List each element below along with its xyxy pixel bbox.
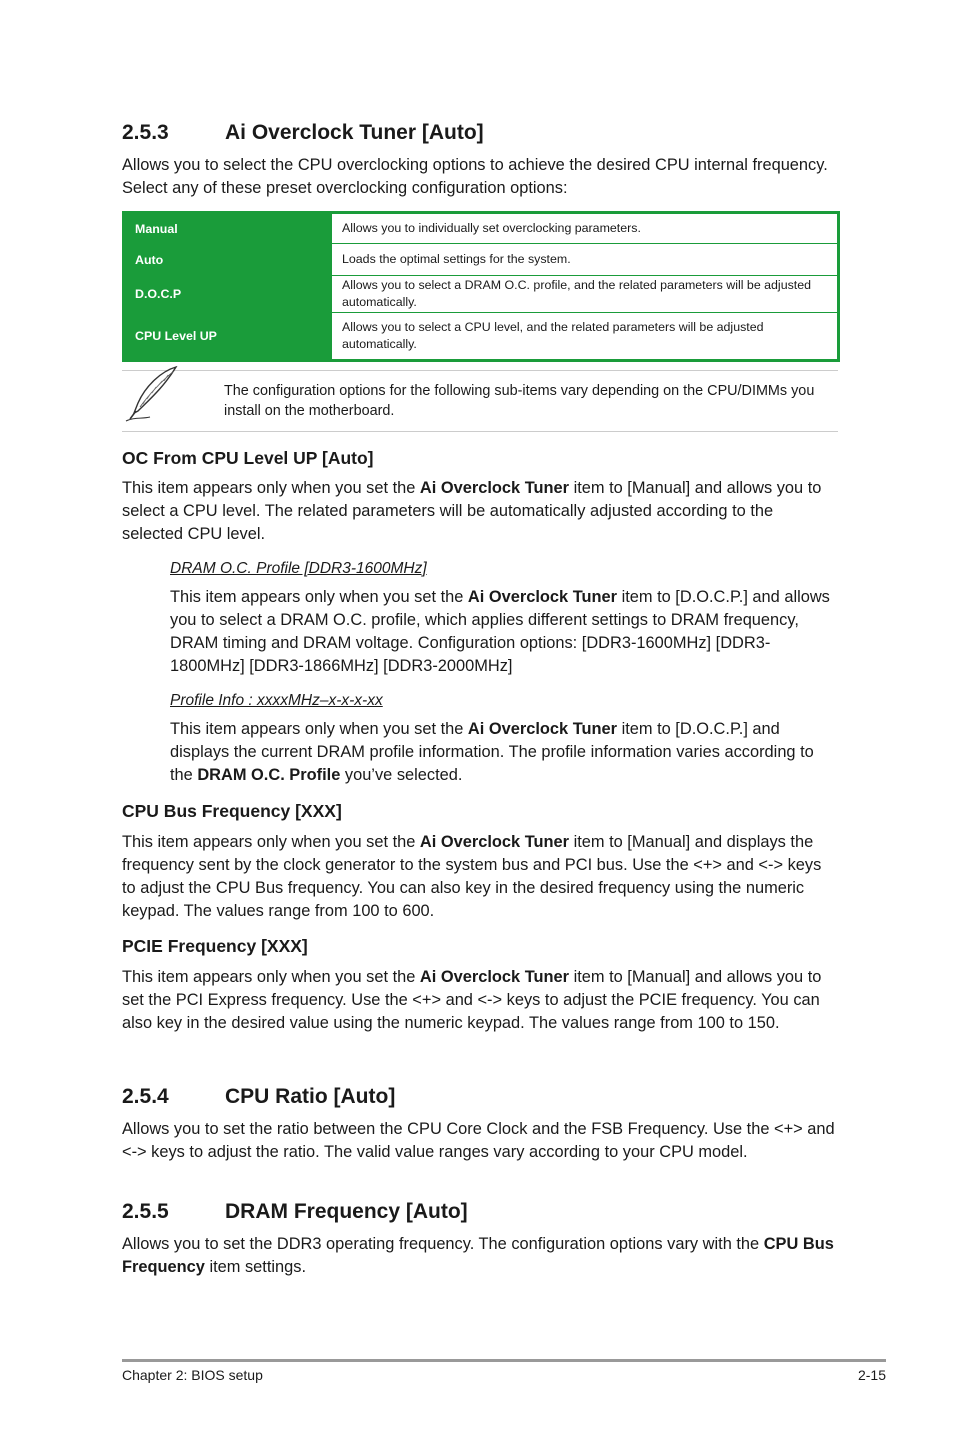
pcie-frequency-text: This item appears only when you set the Ai Overclock Tuner item to [Manual] and allows you to set the PCI Express frequency. Use the <+> and <-> keys to adjust the PCIE frequency. You can also key in the desired value using the numeric keypad. The values range from 100 to 150. xyxy=(122,968,822,1032)
quill-pen-icon xyxy=(124,365,180,423)
note-box xyxy=(122,370,838,432)
option-key: CPU Level UP xyxy=(125,313,331,359)
profile-info-text: This item appears only when you set the Ai Overclock Tuner item to [D.O.C.P.] and displays the current DRAM profile information. The profile information varies according to the DRAM O.C. Profile you’ve selected. xyxy=(170,720,814,784)
option-key: D.O.C.P xyxy=(125,276,331,312)
option-desc: Loads the optimal settings for the system. xyxy=(331,244,837,275)
option-desc: Allows you to select a CPU level, and the related parameters will be adjusted automatically. xyxy=(331,313,837,359)
note-text: The configuration options for the following sub-items vary depending on the CPU/DIMMs you install on the motherboard. xyxy=(224,383,815,419)
option-key: Manual xyxy=(125,214,331,243)
section-2-5-4-text: Allows you to set the ratio between the CPU Core Clock and the FSB Frequency. Use the <+> and <-> keys to adjust the ratio. The valid value ranges vary according to your CPU model. xyxy=(122,1120,835,1161)
option-desc: Allows you to individually set overclocking parameters. xyxy=(331,214,837,243)
section-2-5-4-heading: 2.5.4 CPU Ratio [Auto] xyxy=(122,1085,396,1108)
dram-oc-profile-heading: DRAM O.C. Profile [DDR3-1600MHz] xyxy=(170,560,427,577)
oc-from-cpu-level-up-heading: OC From CPU Level UP [Auto] xyxy=(122,448,374,468)
table-row xyxy=(125,313,837,359)
section-2-5-5-heading: 2.5.5 DRAM Frequency [Auto] xyxy=(122,1200,468,1223)
cpu-bus-frequency-text: This item appears only when you set the Ai Overclock Tuner item to [Manual] and displays the frequency sent by the clock generator to the system bus and PCI bus. Use the <+> and <-> keys to adjust the CPU Bus frequency. You can also key in the desired frequency using the numeric keypad. The values range from 100 to 600. xyxy=(122,833,822,920)
pcie-frequency-heading: PCIE Frequency [XXX] xyxy=(122,936,308,956)
dram-oc-profile-text: This item appears only when you set the Ai Overclock Tuner item to [D.O.C.P.] and allows you to select a DRAM O.C. profile, which applies different settings to DRAM frequency, DRAM timing and DRAM voltage. Configuration options: [DDR3-1600MHz] [DDR3-1800MHz] [DDR3-1866MHz] [DDR3-2000MHz] xyxy=(170,588,830,675)
section-2-5-3-intro: Allows you to select the CPU overclocking options to achieve the desired CPU internal frequency. Select any of these preset overclocking configuration options: xyxy=(122,156,828,197)
overclock-options-table xyxy=(122,211,840,362)
table-row xyxy=(125,244,837,276)
table-row xyxy=(125,276,837,313)
option-desc: Allows you to select a DRAM O.C. profile, and the related parameters will be adjusted automatically. xyxy=(331,276,837,312)
footer-chapter: Chapter 2: BIOS setup xyxy=(122,1367,263,1383)
option-key: Auto xyxy=(125,244,331,275)
section-2-5-5-text: Allows you to set the DDR3 operating frequency. The configuration options vary with the CPU Bus Frequency item settings. xyxy=(122,1235,834,1276)
oc-from-cpu-level-up-text: This item appears only when you set the Ai Overclock Tuner item to [Manual] and allows you to select a CPU level. The related parameters will be automatically adjusted according to the selected CPU level. xyxy=(122,479,822,543)
profile-info-heading: Profile Info : xxxxMHz–x-x-x-xx xyxy=(170,692,383,709)
footer-divider xyxy=(122,1359,886,1362)
section-2-5-3-heading: 2.5.3 Ai Overclock Tuner [Auto] xyxy=(122,121,484,144)
footer-page-number: 2-15 xyxy=(857,1367,886,1383)
cpu-bus-frequency-heading: CPU Bus Frequency [XXX] xyxy=(122,801,342,821)
table-row xyxy=(125,214,837,244)
